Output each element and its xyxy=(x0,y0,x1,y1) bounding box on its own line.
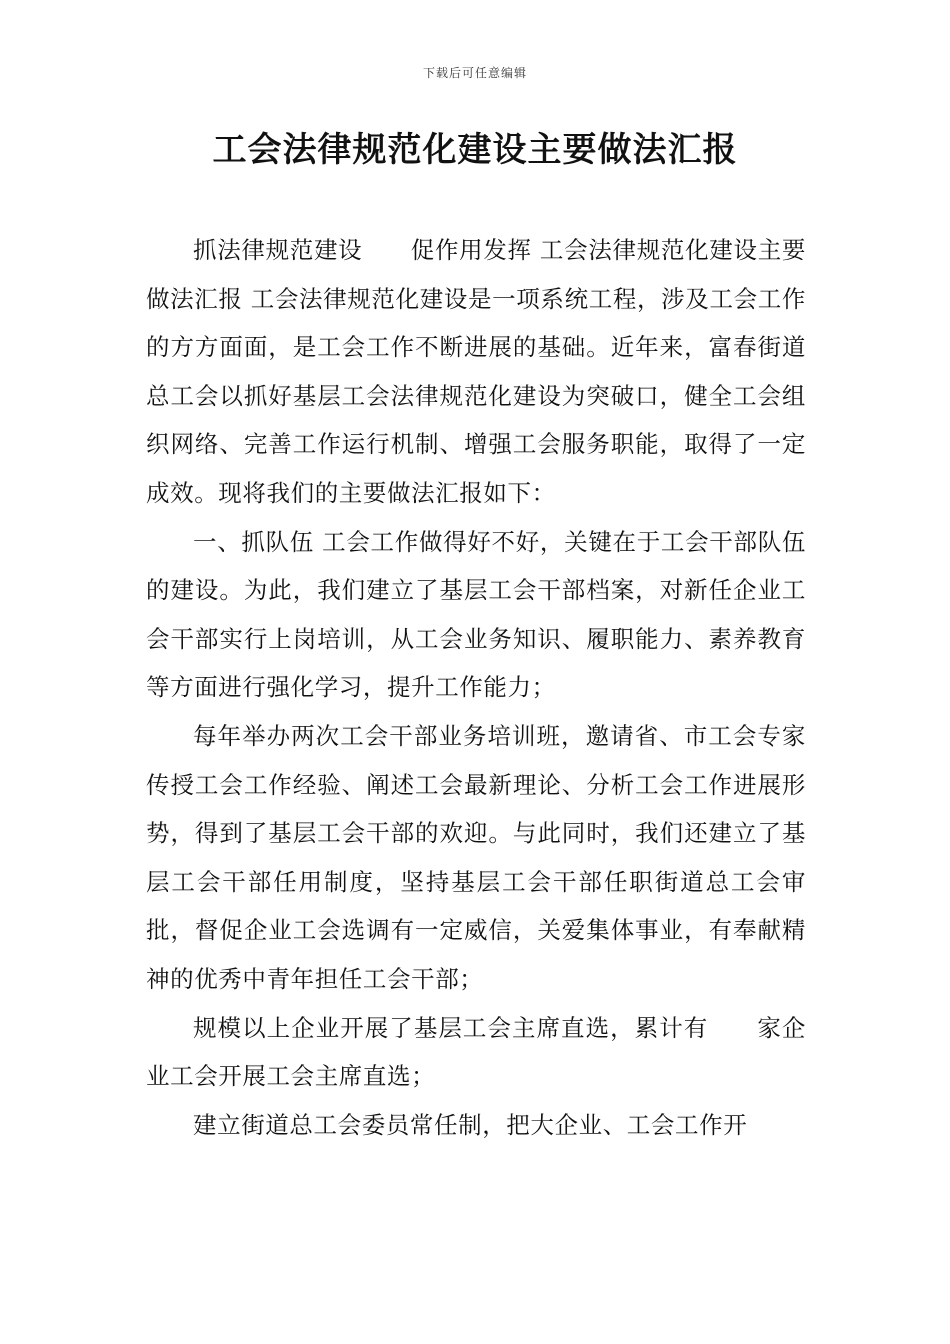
document-title: 工会法律规范化建设主要做法汇报 xyxy=(212,130,738,170)
document-body xyxy=(146,226,806,1149)
paragraph-committee: 建立街道总工会委员常任制，把大企业、工会工作开 xyxy=(193,1110,748,1139)
paragraph-training: 每年举办两次工会干部业务培训班，邀请省、市工会专家传授工会工作经验、阐述工会最新理论、分析工会工作进展形势，得到了基层工会干部的欢迎。与此同时，我们还建立了基层工会干部任用制度，坚持基层工会干部任职街道总工会审批，督促企业工会选调有一定威信，关爱集体事业，有奉献精神的优秀中青年担任工会干部； xyxy=(146,721,806,993)
paragraph-direct-election: 规模以上企业开展了基层工会主席直选，累计有 家企业工会开展工会主席直选； xyxy=(146,1013,806,1091)
header-note: 下载后可任意编辑 xyxy=(422,66,527,80)
paragraph-section-1: 一、抓队伍 工会工作做得好不好，关键在于工会干部队伍的建设。为此，我们建立了基层工会干部档案，对新任企业工会干部实行上岗培训，从工会业务知识、履职能力、素养教育等方面进行强化学习，提升工作能力； xyxy=(146,527,806,702)
paragraph-intro: 抓法律规范建设 促作用发挥 工会法律规范化建设主要做法汇报 工会法律规范化建设是一项系统工程，涉及工会工作的方方面面，是工会工作不断进展的基础。近年来，富春街道总工会以抓好基层工会法律规范化建设为突破口，健全工会组织网络、完善工作运行机制、增强工会服务职能，取得了一定成效。现将我们的主要做法汇报如下： xyxy=(146,236,806,507)
